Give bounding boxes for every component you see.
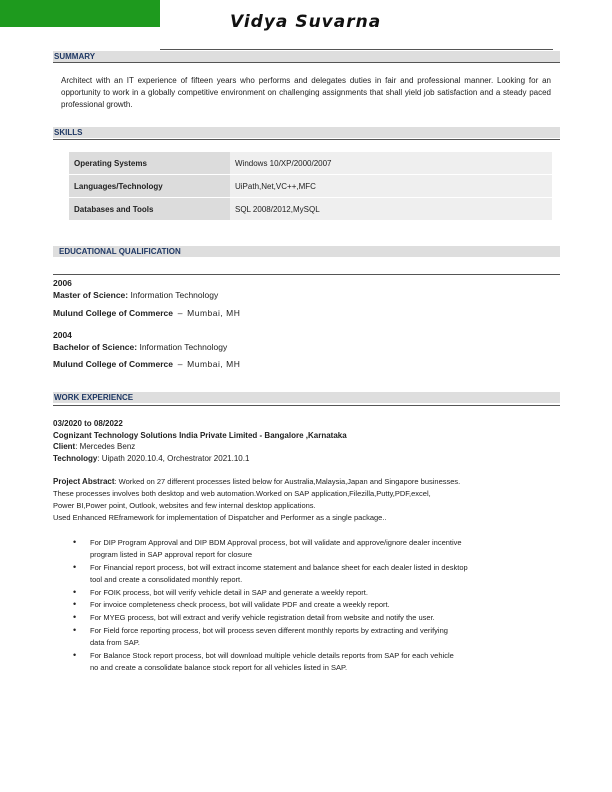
bullet-item [90, 562, 540, 586]
summary-rule [53, 62, 560, 63]
education-rule [53, 274, 560, 275]
work-client-line [53, 441, 135, 452]
skills-row [69, 152, 552, 175]
edu-location: Mumbai, MH [187, 359, 241, 369]
abstract-line [53, 476, 460, 487]
bullet-line: For invoice completeness check process, bot will validate PDF and create a weekly report. [90, 600, 390, 609]
bullet-marker: • [73, 537, 77, 547]
edu-year: 2006 [53, 278, 72, 288]
technology-value: : Uipath 2020.10.4, Orchestrator 2021.10.1 [97, 454, 250, 463]
edu-degree-line [53, 289, 218, 301]
work-dates: 03/2020 to 08/2022 [53, 419, 123, 428]
bullet-line: program listed in SAP approval report for closure [90, 550, 253, 559]
header-divider [160, 49, 553, 50]
bullet-line: tool and create a consolidated monthly report. [90, 575, 243, 584]
skill-value: Windows 10/XP/2000/2007 [230, 152, 552, 175]
edu-year: 2004 [53, 330, 72, 340]
work-heading: WORK EXPERIENCE [53, 392, 560, 403]
skills-table [69, 152, 552, 221]
bullet-marker: • [73, 650, 77, 660]
edu-degree: Bachelor of Science: [53, 342, 138, 352]
abstract-line: Used Enhanced REframework for implementation of Dispatcher and Performer as a single package.. [53, 513, 387, 522]
summary-heading: SUMMARY [53, 51, 560, 62]
client-label: Client [53, 442, 76, 451]
skill-label: Languages/Technology [69, 175, 230, 198]
edu-college: Mulund College of Commerce [53, 359, 173, 369]
summary-text: Architect with an IT experience of fifteen years who performs and delegates duties in fair and professional manner. Looking for an opportunity to work in a globally competitive environment on challenging assignments that shall yield job satisfaction and a steady paced professional growth. [61, 76, 551, 109]
skills-rule [53, 139, 560, 140]
skills-heading: SKILLS [53, 127, 560, 138]
education-heading: EDUCATIONAL QUALIFICATION [53, 246, 560, 257]
candidate-name: Vidya Suvarna [230, 12, 382, 32]
bullet-line: For MYEG process, bot will extract and verify vehicle registration detail from website and notify the user. [90, 613, 435, 622]
edu-degree-line [53, 341, 227, 353]
bullet-marker: • [73, 625, 77, 635]
skills-row [69, 175, 552, 198]
edu-college: Mulund College of Commerce [53, 308, 173, 318]
skills-row [69, 198, 552, 221]
abstract-label: Project Abstract [53, 477, 115, 486]
bullet-line: data from SAP. [90, 638, 140, 647]
edu-field: Information Technology [130, 290, 219, 300]
bullet-item [90, 599, 540, 611]
bullet-item [90, 612, 540, 624]
bullet-marker: • [73, 587, 77, 597]
bullet-marker: • [73, 612, 77, 622]
bullet-line: For Financial report process, bot will extract income statement and balance sheet for each dealer listed in desktop [90, 563, 468, 572]
bullet-line: no and create a consolidate balance stock report for all vehicles listed in SAP. [90, 663, 348, 672]
edu-degree: Master of Science: [53, 290, 129, 300]
skill-value: SQL 2008/2012,MySQL [230, 198, 552, 221]
skill-value: UiPath,Net,VC++,MFC [230, 175, 552, 198]
edu-sep: – [177, 308, 183, 318]
bullet-item [90, 587, 540, 599]
technology-label: Technology [53, 454, 98, 463]
edu-field: Information Technology [139, 342, 228, 352]
edu-sep: – [177, 359, 183, 369]
edu-college-line [53, 307, 240, 319]
bullet-line: For FOIK process, bot will verify vehicle detail in SAP and generate a weekly report. [90, 588, 368, 597]
bullet-line: For Balance Stock report process, bot will download multiple vehicle details reports from SAP for each vehicle [90, 651, 454, 660]
edu-location: Mumbai, MH [187, 308, 241, 318]
bullet-marker: • [73, 599, 77, 609]
abstract-line: These processes involves both desktop and web automation.Worked on SAP application,Filezilla,Putty,PDF,excel, [53, 489, 431, 498]
abstract-line: Power BI,Power point, Outlook, websites and few internal desktop applications. [53, 501, 316, 510]
edu-college-line [53, 358, 240, 370]
bullet-item [90, 625, 540, 649]
bullet-item [90, 537, 540, 561]
header-accent-bar [0, 0, 160, 27]
abstract-text: : Worked on 27 different processes listed below for Australia,Malaysia,Japan and Singapore businesses. [114, 477, 461, 486]
work-technology-line [53, 453, 249, 464]
bullet-item [90, 650, 540, 674]
bullet-line: For Field force reporting process, bot will process seven different monthly reports by extracting and verifying [90, 626, 448, 635]
work-rule [53, 405, 560, 406]
client-value: : Mercedes Benz [75, 442, 136, 451]
bullet-marker: • [73, 562, 77, 572]
skill-label: Databases and Tools [69, 198, 230, 221]
bullet-line: For DIP Program Approval and DIP BDM Approval process, bot will validate and approve/ignore dealer incentive [90, 538, 462, 547]
work-company: Cognizant Technology Solutions India Private Limited - Bangalore ,Karnataka [53, 431, 347, 440]
skill-label: Operating Systems [69, 152, 230, 175]
